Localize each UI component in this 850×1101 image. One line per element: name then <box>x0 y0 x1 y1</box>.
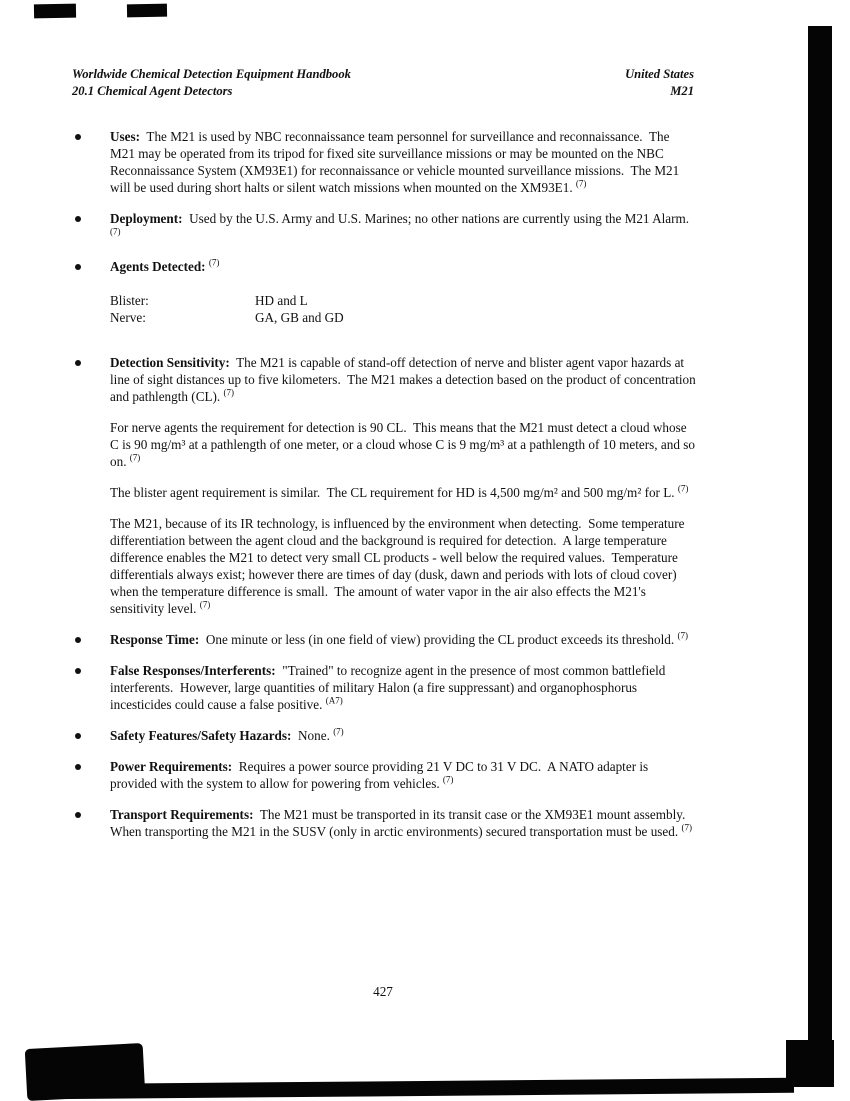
bullet-dot-icon <box>75 134 81 140</box>
footnote-reference: (7) <box>129 452 141 463</box>
agent-value: HD and L <box>255 293 308 308</box>
bullet-dot-icon <box>75 264 81 270</box>
section-lead-paragraph: Detection Sensitivity: The M21 is capable of stand-off detection of nerve and blister agent vapor hazards at line of sight distances up to five kilometers. The M21 makes a detection based on the product of concentration and pathlength (CL). $^{(7)}$ <box>110 355 700 404</box>
bullet-item <box>72 758 696 792</box>
bullet-item <box>72 128 696 196</box>
bullet-dot-icon <box>75 764 81 770</box>
section-lead-paragraph: Deployment: Used by the U.S. Army and U.S. Marines; no other nations are currently using the M21 Alarm. $^{(7)}$ <box>110 211 690 237</box>
country-label: United States <box>625 67 694 81</box>
section-label: False Responses/Interferents: <box>110 663 276 678</box>
bullet-marker <box>72 210 110 244</box>
footnote-reference: (7) <box>575 178 587 189</box>
footnote-reference: (7) <box>110 226 121 237</box>
section-label: Detection Sensitivity: <box>110 355 230 370</box>
bullet-body <box>110 806 696 840</box>
footnote-reference: (7) <box>677 483 689 494</box>
scan-artifact-top-left-1 <box>34 4 76 19</box>
bullet-item <box>72 631 696 648</box>
bullet-dot-icon <box>75 216 81 222</box>
bullet-body <box>110 727 696 744</box>
header-right <box>625 66 694 100</box>
section-lead-paragraph: Uses: The M21 is used by NBC reconnaissance team personnel for surveillance and reconnaissance. The M21 may be operated from its tripod for fixed site surveillance missions or may be mounted on the NBC Reconnaissance System (XM93E1) for reconnaissance or vehicle mounted surveillance missions. The M21 will be used during short halts or silent watch missions when mounted on the XM93E1. $^{(7)}$ <box>110 129 683 195</box>
section-label: Response Time: <box>110 632 200 647</box>
footnote-reference: (7) <box>442 774 454 785</box>
bullet-item <box>72 806 696 840</box>
bullet-dot-icon <box>75 668 81 674</box>
bullet-body <box>110 258 696 340</box>
bullet-item <box>72 210 696 244</box>
bullet-marker <box>72 631 110 648</box>
bullet-item <box>72 258 696 340</box>
handbook-title: Worldwide Chemical Detection Equipment Handbook <box>72 67 351 81</box>
section-lead-paragraph: Transport Requirements: The M21 must be transported in its transit case or the XM93E1 mount assembly. When transporting the M21 in the SUSV (only in arctic environments) secured transportation must be used. $^{(7)}$ <box>110 807 692 839</box>
agents-table <box>110 292 696 326</box>
bullet-marker <box>72 662 110 713</box>
footnote-reference: (7) <box>333 726 344 737</box>
bullet-body <box>110 631 696 648</box>
section-label: Deployment: <box>110 211 183 226</box>
bullet-marker <box>72 758 110 792</box>
bullet-dot-icon <box>75 637 81 643</box>
bullet-marker <box>72 806 110 840</box>
model-label: M21 <box>670 84 694 98</box>
bullet-marker <box>72 258 110 340</box>
document-body <box>72 128 700 854</box>
bullet-body <box>110 354 700 617</box>
footnote-reference: (7) <box>208 257 220 268</box>
footnote-reference: (7) <box>677 630 688 641</box>
bullet-item <box>72 662 696 713</box>
footnote-reference: (A7) <box>325 695 343 706</box>
bullet-item <box>72 354 700 617</box>
bullet-marker <box>72 354 110 617</box>
agent-category: Nerve: <box>110 310 146 325</box>
footnote-reference: (7) <box>199 599 211 610</box>
section-lead-paragraph: Power Requirements: Requires a power source providing 21 V DC to 31 V DC. A NATO adapter is provided with the system to allow for powering from vehicles. $^{(7)}$ <box>110 759 652 791</box>
page-number: 427 <box>373 984 393 999</box>
section-lead-paragraph <box>110 258 696 275</box>
bullet-marker <box>72 128 110 196</box>
footnote-reference: (7) <box>681 822 692 833</box>
section-label: Agents Detected: <box>110 259 206 274</box>
agent-category: Blister: <box>110 293 149 308</box>
section-label: Transport Requirements: <box>110 807 254 822</box>
section-label: Uses: <box>110 129 141 144</box>
page-header <box>72 66 694 100</box>
footnote-reference: (7) <box>223 387 235 398</box>
scan-artifact-bottom-bar <box>42 1078 794 1100</box>
bullet-body <box>110 662 696 713</box>
section-lead-paragraph: Response Time: One minute or less (in one field of view) providing the CL product exceeds its threshold. $^{(7)}$ <box>110 630 688 647</box>
agent-value: GA, GB and GD <box>255 310 344 325</box>
section-lead-paragraph: Safety Features/Safety Hazards: None. $^{(7)}$ <box>110 726 344 743</box>
bullet-item <box>72 727 696 744</box>
bullet-dot-icon <box>75 733 81 739</box>
section-paragraph: The blister agent requirement is similar. The CL requirement for HD is 4,500 mg/m² and 500 mg/m² for L. $^{(7)}$ <box>110 483 689 500</box>
bullet-dot-icon <box>75 360 81 366</box>
section-paragraph: For nerve agents the requirement for detection is 90 CL. This means that the M21 must detect a cloud whose C is 90 mg/m³ at a pathlength of one meter, or a cloud whose C is 9 mg/m³ at a pathlength of 10 meters, and so on. $^{(7)}$ <box>110 420 699 469</box>
section-paragraph: The M21, because of its IR technology, is influenced by the environment when detecting. Some temperature differentiation between the agent cloud and the background is required for detection. A large temperature difference enables the M21 to detect very small CL products - well below the required values. Temperature differentials always exist; however there are times of day (dusk, dawn and periods with lots of cloud cover) when the temperature difference is small. The amount of water vapor in the air also effects the M21's sensitivity level. $^{(7)}$ <box>110 516 688 616</box>
bullet-body <box>110 128 696 196</box>
bullet-dot-icon <box>75 812 81 818</box>
chapter-title: 20.1 Chemical Agent Detectors <box>72 84 233 98</box>
agent-row <box>110 309 696 326</box>
scan-artifact-top-left-2 <box>127 4 167 18</box>
section-lead-paragraph: False Responses/Interferents: "Trained" to recognize agent in the presence of most common battlefield interferents. However, large quantities of military Halon (a fire suppressant) and organophosphorus incesticides could cause a false positive. $^{(A7)}$ <box>110 663 669 712</box>
section-label: Power Requirements: <box>110 759 233 774</box>
header-left <box>72 66 351 100</box>
bullet-body <box>110 210 696 244</box>
agent-row <box>110 292 696 309</box>
scan-artifact-right-bar <box>808 26 832 1048</box>
bullet-body <box>110 758 696 792</box>
section-label: Safety Features/Safety Hazards: <box>110 728 292 743</box>
bullet-marker <box>72 727 110 744</box>
